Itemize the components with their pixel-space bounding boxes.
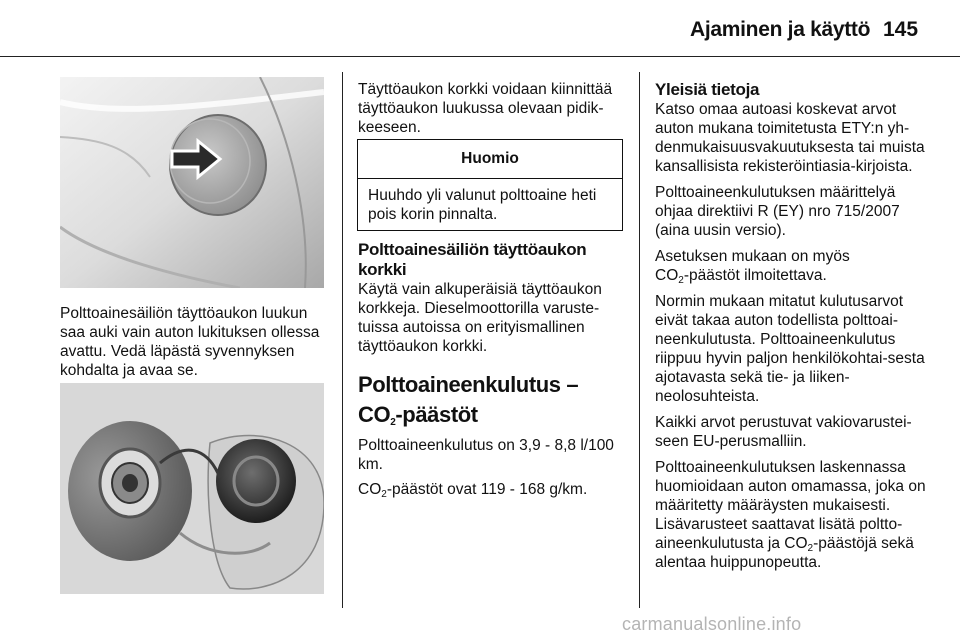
general-info-p1: Katso omaa autoasi koskevat arvot auton mukana toimitetusta ETY:n yh-denmukaisuusvakuutuksesta tai muista kansallisista rekisteröintiasia-kirjoista. — [655, 101, 925, 175]
consumption-heading-line1: Polttoaineenkulutus – — [358, 372, 579, 397]
general-info-heading: Yleisiä tietoja — [655, 80, 760, 99]
page-number: 145 — [883, 18, 919, 41]
consumption-heading-co: CO — [358, 402, 391, 427]
fuel-cap-section — [358, 240, 626, 356]
general-info-p3-line1: Asetuksen mukaan on myös — [655, 248, 850, 265]
column-3 — [655, 80, 930, 579]
consumption-heading-line2: -päästöt — [395, 402, 478, 427]
general-info-p2: Polttoaineenkulutuksen määrittelyä ohjaa direktiivi R (EY) nro 715/2007 (aina uusin versio). — [655, 184, 900, 239]
general-info-p6 — [655, 458, 930, 572]
fuel-flap-arrow-icon — [60, 77, 324, 288]
consumption-text: Polttoaineenkulutus on 3,9 - 8,8 l/100 km. — [358, 437, 614, 473]
note-box — [357, 139, 623, 231]
note-title: Huomio — [358, 140, 622, 179]
general-info-p6-sub: 2 — [807, 543, 814, 554]
consumption-heading — [358, 370, 634, 430]
general-info-p3 — [655, 247, 930, 285]
general-info-p6-end: -päästöjä sekä alentaa huippunopeutta. — [655, 535, 914, 571]
general-info-p6-start: Polttoaineenkulutuksen laskennassa huomioidaan auton omamassa, joka on määritetty määräysten mukaisesti. Lisävarusteet saattavat lisätä poltto-aineenkulutusta ja CO — [655, 459, 926, 552]
fuel-flap-figure — [60, 77, 324, 288]
column-divider-1 — [342, 72, 343, 608]
fuel-cap-heading: Polttoainesäiliön täyttöaukon korkki — [358, 240, 587, 279]
column-2 — [358, 80, 626, 137]
general-info-p5: Kaikki arvot perustuvat vakiovarustei-seen EU-perusmalliin. — [655, 414, 912, 450]
cap-holder-text: Täyttöaukon korkki voidaan kiinnittää täyttöaukon luukussa olevaan pidik-keeseen. — [358, 81, 613, 136]
co2-text — [358, 480, 634, 499]
consumption-heading-sub: 2 — [390, 417, 396, 428]
co2-sub: 2 — [381, 489, 387, 500]
note-body: Huuhdo yli valunut polttoaine heti pois korin pinnalta. — [368, 187, 597, 223]
header-rule — [0, 56, 960, 57]
fuel-filler-cap-open-icon — [60, 383, 324, 594]
figure-caption: Polttoainesäiliön täyttöaukon luukun saa auki vain auton lukituksen ollessa avattu. Vedä läpästä syvennyksen kohdalta ja avaa se. — [60, 305, 320, 379]
watermark[interactable]: carmanualsonline.info — [622, 614, 802, 634]
consumption-section — [358, 370, 634, 499]
fuel-cap-text: Käytä vain alkuperäisiä täyttöaukon korkkeja. Dieselmoottorilla varuste-tuissa autoissa on erityismallinen täyttöaukon korkki. — [358, 281, 602, 355]
general-info-p3-rest: -päästöt ilmoitettava. — [683, 267, 827, 284]
co2-prefix: CO — [358, 481, 382, 498]
fuel-cap-figure — [60, 383, 324, 594]
page-header-title: Ajaminen ja käyttö — [690, 18, 871, 41]
co2-suffix: -päästöt ovat 119 - 168 g/km. — [386, 481, 588, 498]
general-info-p4: Normin mukaan mitatut kulutusarvot eivät takaa auton todellista polttoai-neenkulutusta. Polttoaineenkulutus riippuu hyvin paljon henkilökohtai-sesta ajotavasta sekä tie- ja liiken-neolosuhteista. — [655, 293, 925, 405]
general-info-p3-sub: 2 — [678, 275, 684, 286]
column-divider-2 — [639, 72, 640, 608]
general-info-p3-co: CO — [655, 267, 679, 284]
